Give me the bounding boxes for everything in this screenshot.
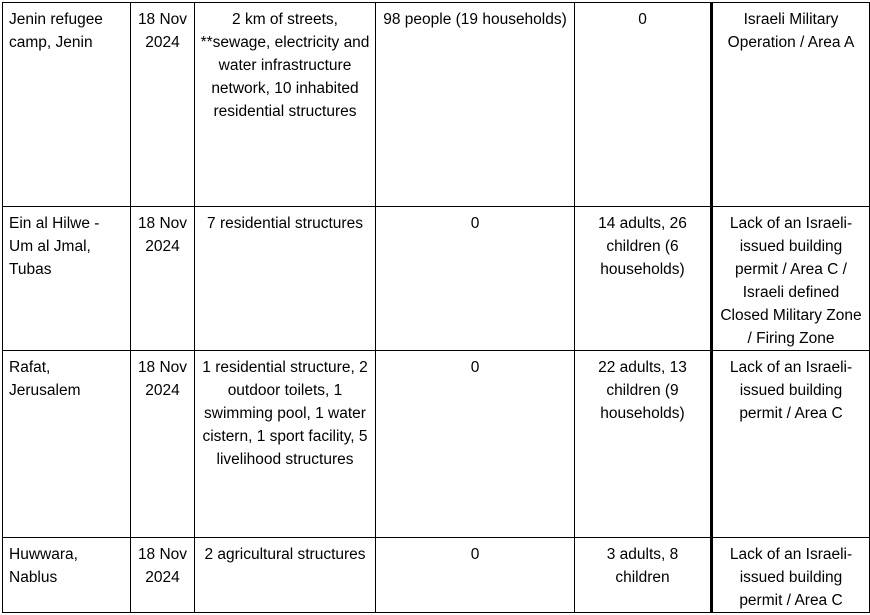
structures-cell: 2 km of streets, **sewage, electricity and water infrastructure network, 10 inhabited residential structures [195, 3, 376, 207]
affected-cell: 14 adults, 26 children (6 households) [575, 207, 712, 351]
location-cell: Huwwara, Nablus [3, 538, 131, 613]
structures-cell: 1 residential structure, 2 outdoor toilets, 1 swimming pool, 1 water cistern, 1 sport facility, 5 livelihood structures [195, 351, 376, 538]
location-cell: Ein al Hilwe - Um al Jmal, Tubas [3, 207, 131, 351]
date-cell: 18 Nov 2024 [131, 351, 195, 538]
reason-cell: Lack of an Israeli-issued building permit / Area C [712, 351, 870, 538]
location-cell: Rafat, Jerusalem [3, 351, 131, 538]
table-row [3, 538, 870, 613]
structures-cell: 2 agricultural structures [195, 538, 376, 613]
structures-cell: 7 residential structures [195, 207, 376, 351]
table-row [3, 207, 870, 351]
displaced-cell: 0 [376, 538, 575, 613]
demolitions-table [2, 2, 870, 613]
reason-cell: Israeli Military Operation / Area A [712, 3, 870, 207]
table-row [3, 351, 870, 538]
date-cell: 18 Nov 2024 [131, 207, 195, 351]
table-row [3, 3, 870, 207]
affected-cell: 22 adults, 13 children (9 households) [575, 351, 712, 538]
displaced-cell: 0 [376, 351, 575, 538]
reason-cell: Lack of an Israeli-issued building permit / Area C [712, 538, 870, 613]
affected-cell: 0 [575, 3, 712, 207]
displaced-cell: 0 [376, 207, 575, 351]
date-cell: 18 Nov 2024 [131, 538, 195, 613]
affected-cell: 3 adults, 8 children [575, 538, 712, 613]
reason-cell: Lack of an Israeli-issued building permit / Area C / Israeli defined Closed Military Zone / Firing Zone [712, 207, 870, 351]
displaced-cell: 98 people (19 households) [376, 3, 575, 207]
location-cell: Jenin refugee camp, Jenin [3, 3, 131, 207]
date-cell: 18 Nov 2024 [131, 3, 195, 207]
